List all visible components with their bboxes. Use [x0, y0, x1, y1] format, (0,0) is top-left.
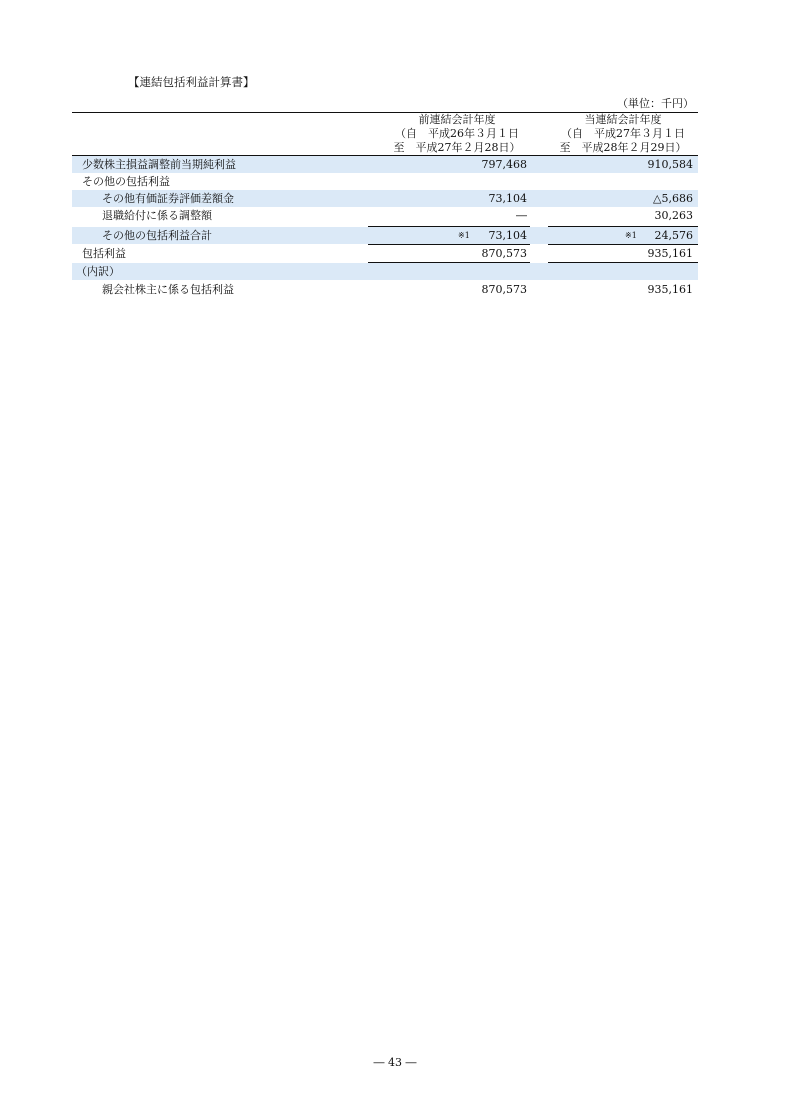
table-row [72, 263, 698, 280]
row-label: 退職給付に係る調整額 [102, 209, 212, 222]
unit-label: （単位：千円） [617, 97, 694, 110]
table-row [72, 173, 698, 190]
footnote-marker-prev: ※1 [458, 231, 470, 240]
curr-value: 30,263 [654, 209, 693, 222]
prev-value: 73,104 [488, 192, 527, 205]
statement-title: 【連結包括利益計算書】 [128, 75, 255, 89]
table-row [72, 227, 698, 244]
column-prev-to: 至 平成27年２月28日） [393, 141, 521, 154]
table-row [72, 190, 698, 207]
prev-value: 870,573 [481, 283, 527, 296]
prev-value: 870,573 [481, 247, 527, 260]
prev-value: ― [516, 209, 527, 222]
column-curr-to: 至 平成28年２月29日） [559, 141, 687, 154]
column-curr-name: 当連結会計年度 [584, 113, 662, 126]
column-header-curr [548, 113, 698, 155]
row-label: 包括利益 [82, 247, 126, 260]
footnote-marker-curr: ※1 [625, 231, 637, 240]
column-curr-from: （自 平成27年３月１日 [561, 127, 685, 140]
prev-value: 797,468 [481, 158, 527, 171]
curr-value: 24,576 [654, 229, 693, 242]
page-number: ― 43 ― [373, 1056, 417, 1069]
row-label: 親会社株主に係る包括利益 [102, 283, 234, 296]
row-label: （内訳） [76, 265, 120, 278]
row-label: その他有価証券評価差額金 [102, 192, 234, 205]
prev-value: 73,104 [488, 229, 527, 242]
table-row [72, 245, 698, 262]
curr-value: △5,686 [653, 192, 693, 205]
table-row [72, 281, 698, 298]
column-prev-name: 前連結会計年度 [418, 113, 496, 126]
table-row [72, 207, 698, 224]
curr-value: 935,161 [647, 283, 693, 296]
table-row [72, 156, 698, 173]
curr-value: 935,161 [647, 247, 693, 260]
row-label: その他の包括利益合計 [102, 229, 212, 242]
column-prev-from: （自 平成26年３月１日 [395, 127, 519, 140]
curr-value: 910,584 [647, 158, 693, 171]
column-header-prev [382, 113, 532, 155]
row-label: 少数株主損益調整前当期純利益 [82, 158, 236, 171]
row-label: その他の包括利益 [82, 175, 170, 188]
